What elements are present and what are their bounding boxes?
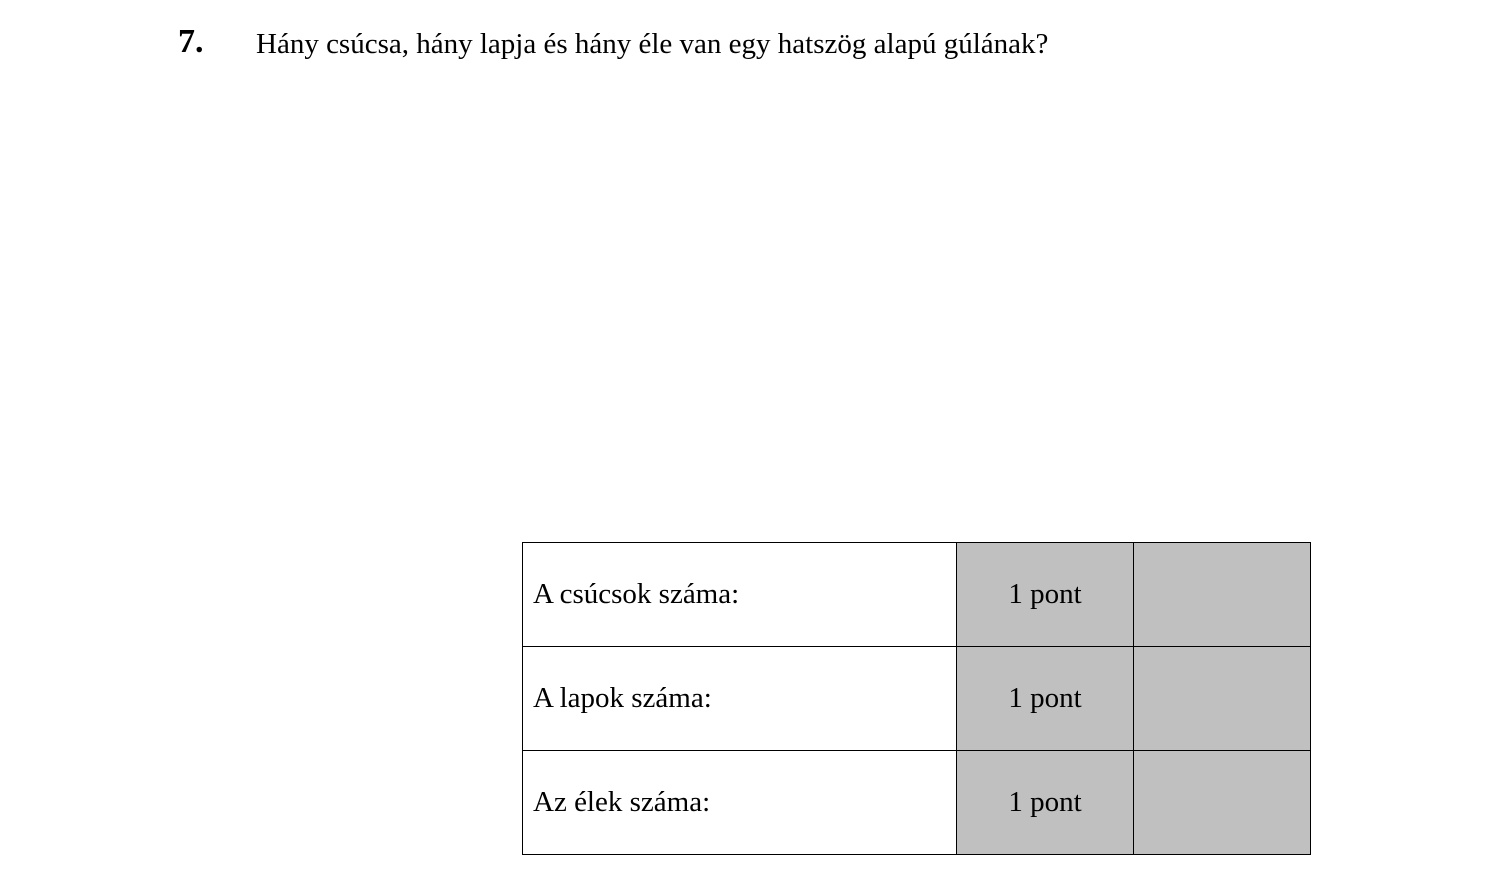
points-cell: 1 pont — [957, 647, 1134, 751]
table-row — [523, 647, 1311, 751]
score-cell — [1134, 647, 1311, 751]
points-cell: 1 pont — [957, 543, 1134, 647]
task-question: Hány csúcsa, hány lapja és hány éle van egy hatszög alapú gúlának? — [256, 28, 1049, 60]
score-cell — [1134, 543, 1311, 647]
points-cell: 1 pont — [957, 751, 1134, 855]
task-number: 7. — [178, 23, 204, 60]
row-label: Az élek száma: — [523, 751, 957, 855]
row-label: A lapok száma: — [523, 647, 957, 751]
table-row — [523, 543, 1311, 647]
score-cell — [1134, 751, 1311, 855]
answer-table — [522, 542, 1311, 855]
table-row — [523, 751, 1311, 855]
row-label: A csúcsok száma: — [523, 543, 957, 647]
